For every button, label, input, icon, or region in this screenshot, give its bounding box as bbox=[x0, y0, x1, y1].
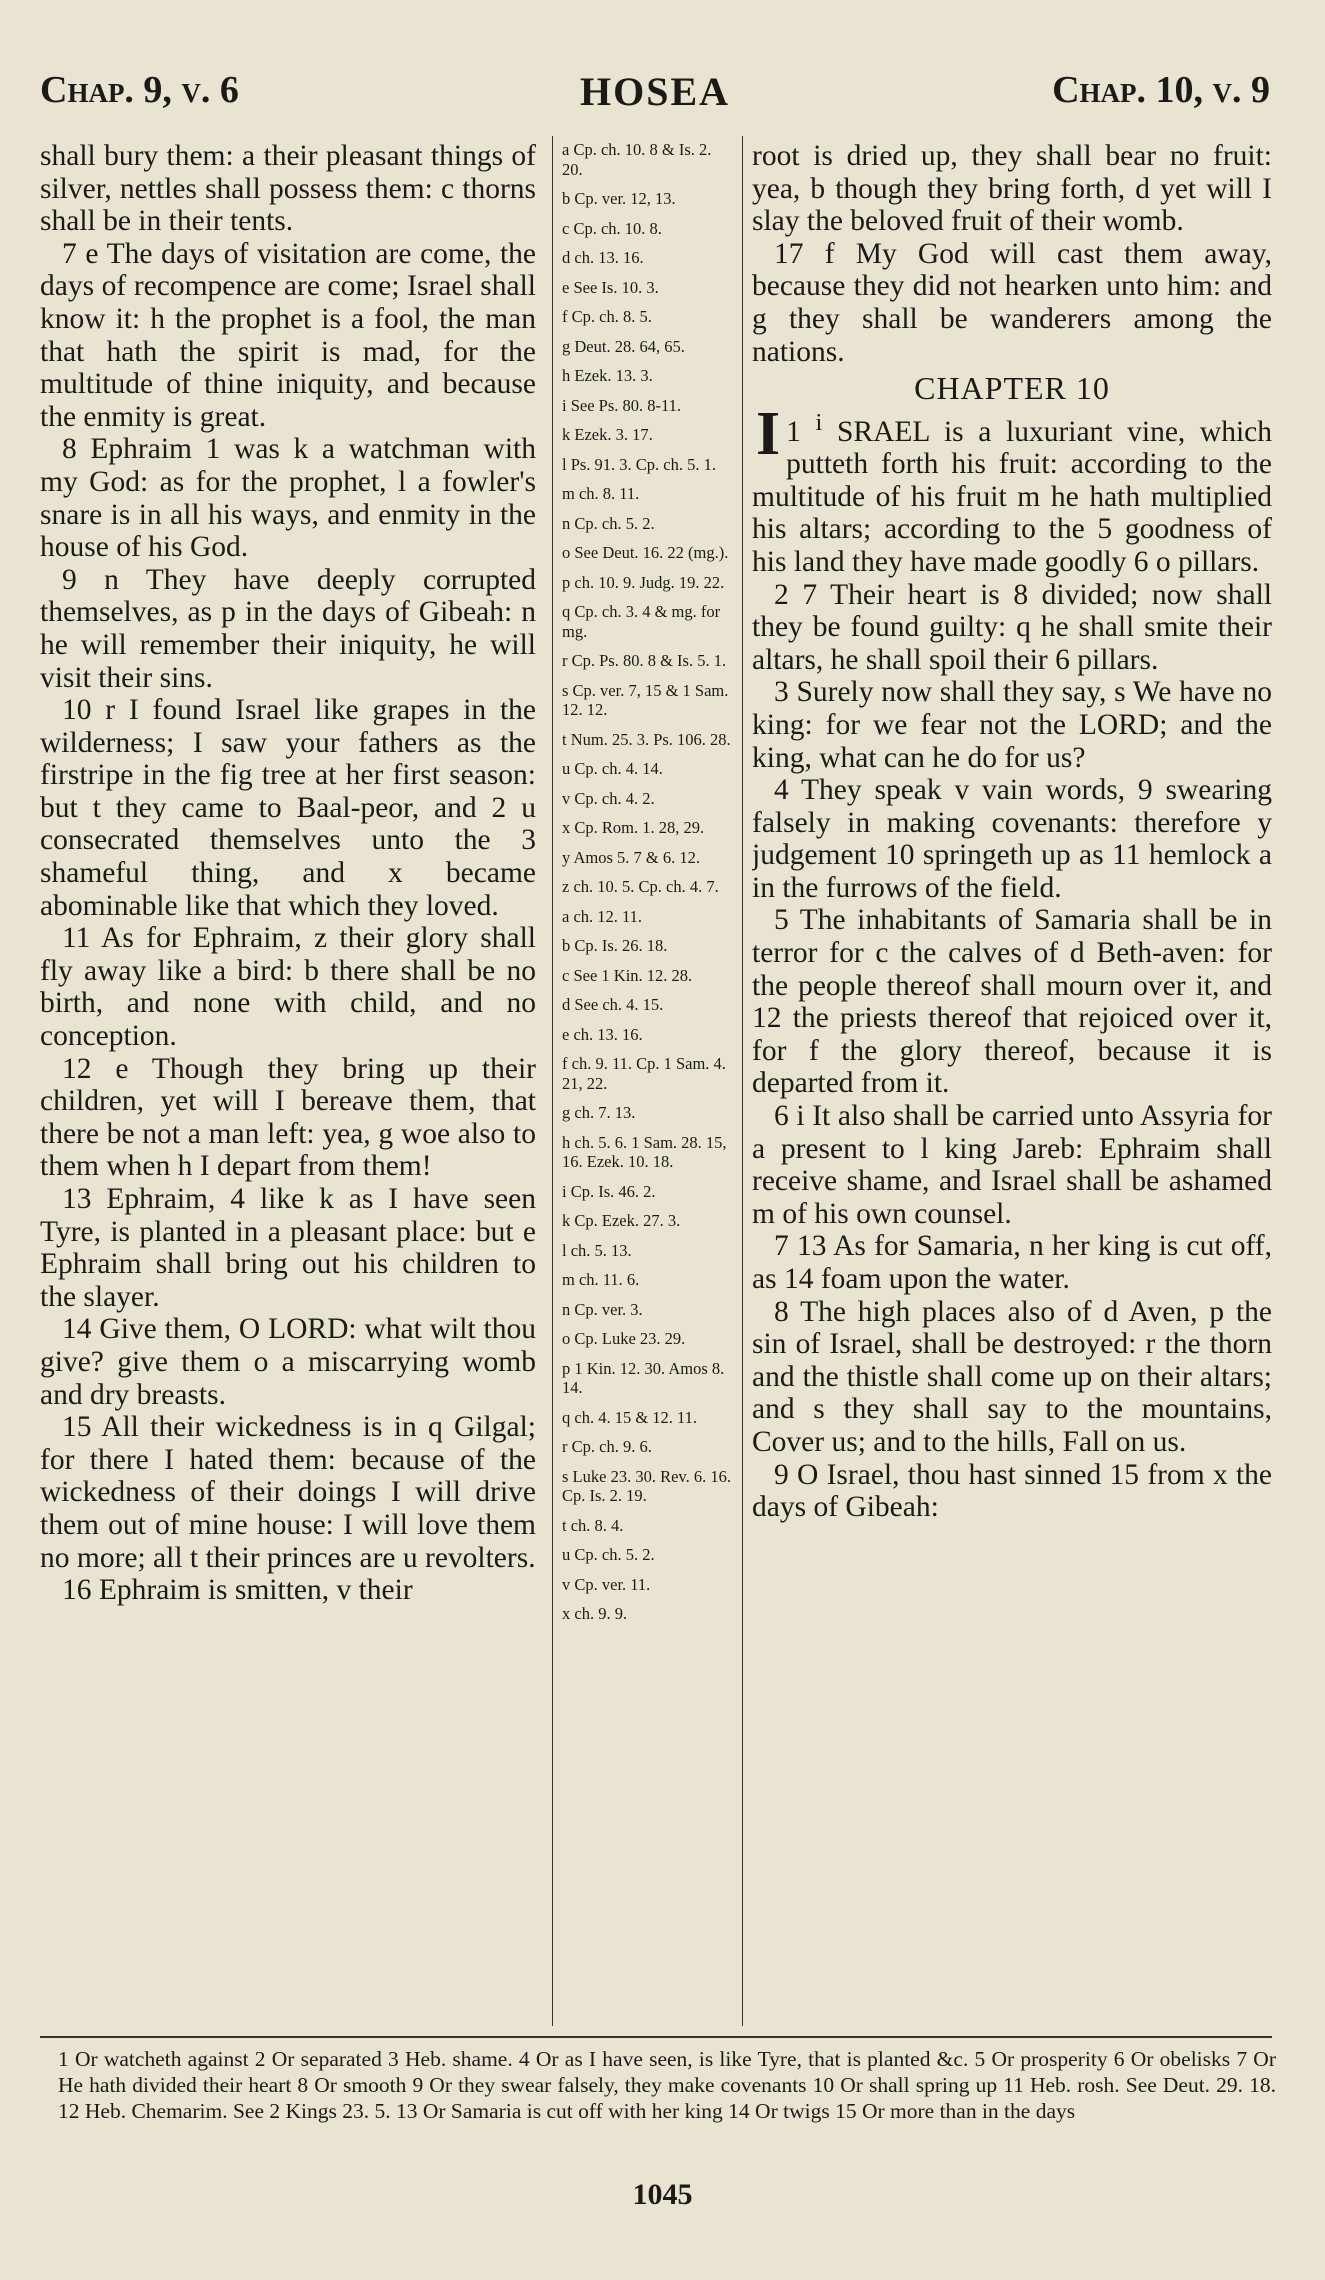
verse-paragraph: 7 13 As for Samaria, n her king is cut off, as 14 foam upon the water. bbox=[752, 1230, 1272, 1296]
cross-reference: q Cp. ch. 3. 4 & mg. for mg. bbox=[562, 602, 721, 641]
verse-paragraph: 9 O Israel, thou hast sinned 15 from x the days of Gibeah: bbox=[752, 1458, 1272, 1524]
cross-reference: y Amos 5. 7 & 6. 12. bbox=[562, 847, 700, 867]
cross-reference: i See Ps. 80. 8-11. bbox=[562, 395, 682, 415]
cross-reference: l Ps. 91. 3. Cp. ch. 5. 1. bbox=[562, 454, 717, 474]
verse-text: SRAEL is a luxuriant vine, which putteth forth his fruit: according to the multitude of his fruit m he hath multiplied his altars; according to the 5 goodness of his land they have made goodly 6 o pillars. bbox=[752, 415, 1272, 578]
verse-paragraph: 15 All their wickedness is in q Gilgal; for there I hated them: because of the wickedness of their doings I will drive them out of mine house: I will love them no more; all t their princes are u revolters. bbox=[40, 1411, 536, 1574]
cross-reference: o See Deut. 16. 22 (mg.). bbox=[562, 543, 729, 562]
verse-paragraph: shall bury them: a their pleasant things of silver, nettles shall possess them: c thorns shall be in their tents. bbox=[40, 140, 536, 238]
cross-reference: c Cp. ch. 10. 8. bbox=[562, 218, 662, 238]
cross-reference: f ch. 9. 11. Cp. 1 Sam. 4. 21, 22. bbox=[562, 1054, 726, 1093]
cross-reference: f Cp. ch. 8. 5. bbox=[562, 307, 652, 326]
cross-reference: m ch. 8. 11. bbox=[562, 484, 640, 503]
cross-reference: e See Is. 10. 3. bbox=[562, 277, 659, 297]
cross-reference: t Num. 25. 3. Ps. 106. 28. bbox=[562, 729, 731, 749]
verse-paragraph: 3 Surely now shall they say, s We have no king: for we fear not the LORD; and the king, what can he do for us? bbox=[752, 676, 1272, 774]
cross-reference: d See ch. 4. 15. bbox=[562, 995, 664, 1014]
footnotes: 1 Or watcheth against 2 Or separated 3 Heb. shame. 4 Or as I have seen, is like Tyre, that is planted &c. 5 Or prosperity 6 Or obelisks 7 Or He hath divided their heart 8 Or smooth 9 Or they swear falsely, they make covenants 10 Or shall spring up 11 Heb. rosh. See Deut. 29. 18. 12 Heb. Chemarim. See 2 Kings 23. 5. 13 Or Samaria is cut off with her king 14 Or twigs 15 Or more than in the days bbox=[58, 2047, 1276, 2123]
cross-reference: g ch. 7. 13. bbox=[562, 1103, 636, 1122]
verse-paragraph: root is dried up, they shall bear no fruit: yea, b though they bring forth, d yet will I slay the beloved fruit of their womb. bbox=[752, 140, 1272, 238]
verse-paragraph: 5 The inhabitants of Samaria shall be in terror for c the calves of d Beth-aven: for the people thereof shall mourn over it, and 12 the priests thereof that rejoiced over it, for f the glory thereof, because it is departed from it. bbox=[752, 904, 1272, 1100]
verse-paragraph: 7 e The days of visitation are come, the days of recompence are come; Israel shall know it: h the prophet is a fool, the man that hath the spirit is mad, for the multitude of thine iniquity, and because the enmity is great. bbox=[40, 237, 536, 433]
cross-reference: x ch. 9. 9. bbox=[562, 1604, 628, 1623]
cross-reference: h ch. 5. 6. 1 Sam. 28. 15, 16. Ezek. 10. 18. bbox=[562, 1132, 727, 1171]
cross-reference: r Cp. Ps. 80. 8 & Is. 5. 1. bbox=[562, 651, 727, 670]
verse-paragraph: 8 The high places also of d Aven, p the sin of Israel, shall be destroyed: r the thorn and the thistle shall come up on their altars; and s they shall say to the mountains, Cover us; and to the hills, Fall on us. bbox=[752, 1295, 1272, 1458]
verse-paragraph: 8 Ephraim 1 was k a watchman with my God: as for the prophet, l a fowler's snare is in all his ways, and enmity in the house of his God. bbox=[40, 433, 536, 564]
cross-reference: k Cp. Ezek. 27. 3. bbox=[562, 1211, 681, 1230]
cross-reference: h Ezek. 13. 3. bbox=[562, 366, 653, 385]
footnote-separator bbox=[40, 2036, 1272, 2038]
cross-reference-column bbox=[562, 140, 734, 2022]
cross-reference: b Cp. Is. 26. 18. bbox=[562, 936, 668, 955]
verse-number: 1 bbox=[786, 415, 801, 448]
cross-reference: a Cp. ch. 10. 8 & Is. 2. 20. bbox=[562, 140, 712, 179]
cross-reference: p ch. 10. 9. Judg. 19. 22. bbox=[562, 572, 725, 592]
verse-paragraph: 10 r I found Israel like grapes in the wilderness; I saw your fathers as the firstripe in the fig tree at her first season: but t they came to Baal-peor, and 2 u consecrated themselves unto the 3 shameful thing, and x became abominable like that which they loved. bbox=[40, 694, 536, 922]
cross-reference: n Cp. ver. 3. bbox=[562, 1299, 643, 1319]
header-book-title: HOSEA bbox=[579, 69, 731, 114]
cross-reference: i Cp. Is. 46. 2. bbox=[562, 1181, 656, 1201]
verse-paragraph: 17 f My God will cast them away, because they did not hearken unto him: and g they shall be wanderers among the nations. bbox=[752, 237, 1272, 368]
drop-cap-letter: I bbox=[756, 399, 781, 468]
cross-reference: d ch. 13. 16. bbox=[562, 248, 644, 267]
cross-reference: z ch. 10. 5. Cp. ch. 4. 7. bbox=[562, 877, 719, 896]
cross-reference: r Cp. ch. 9. 6. bbox=[562, 1437, 652, 1456]
cross-reference: s Cp. ver. 7, 15 & 1 Sam. 12. 12. bbox=[562, 680, 729, 719]
cross-reference: l ch. 5. 13. bbox=[562, 1240, 632, 1260]
verse-paragraph: 16 Ephraim is smitten, v their bbox=[62, 1574, 413, 1607]
cross-reference: q ch. 4. 15 & 12. 11. bbox=[562, 1407, 698, 1427]
cross-reference: n Cp. ch. 5. 2. bbox=[562, 513, 655, 533]
cross-reference: o Cp. Luke 23. 29. bbox=[562, 1329, 686, 1348]
cross-reference: t ch. 8. 4. bbox=[562, 1515, 624, 1535]
verse-paragraph: 2 7 Their heart is 8 divided; now shall they be found guilty: q he shall smite their altars, he shall spoil their 6 pillars. bbox=[752, 578, 1272, 676]
left-text-column bbox=[40, 140, 536, 2022]
verse-paragraph: 11 As for Ephraim, z their glory shall fly away like a bird: b there shall be no birth, and none with child, and no conception. bbox=[40, 922, 536, 1053]
cross-reference: v Cp. ver. 11. bbox=[562, 1574, 651, 1594]
cross-reference: c See 1 Kin. 12. 28. bbox=[562, 965, 693, 985]
verse-paragraph: 14 Give them, O LORD: what wilt thou give? give them o a miscarrying womb and dry breasts. bbox=[40, 1313, 536, 1411]
header-chapter-start: Chap. 9, v. 6 bbox=[40, 69, 239, 111]
cross-reference: u Cp. ch. 5. 2. bbox=[562, 1545, 655, 1564]
reference-marker: i bbox=[815, 408, 823, 436]
cross-reference: p 1 Kin. 12. 30. Amos 8. 14. bbox=[562, 1358, 725, 1397]
cross-reference: u Cp. ch. 4. 14. bbox=[562, 759, 663, 778]
verse-paragraph: 6 i It also shall be carried unto Assyria for a present to l king Jareb: Ephraim shall receive shame, and Israel shall be ashamed m of his own counsel. bbox=[752, 1100, 1272, 1230]
cross-reference: e ch. 13. 16. bbox=[562, 1024, 643, 1044]
verse-paragraph: 12 e Though they bring up their children, yet will I bereave them, that there be not a man left: yea, g woe also to them when h I depart from them! bbox=[40, 1052, 536, 1183]
cross-reference: k Ezek. 3. 17. bbox=[562, 425, 653, 444]
verse-paragraph: 9 n They have deeply corrupted themselves, as p in the days of Gibeah: n he will remember their iniquity, he will visit their sins. bbox=[40, 563, 536, 694]
verse-paragraph: 4 They speak v vain words, 9 swearing falsely in making covenants: therefore y judgement 10 springeth up as 11 hemlock a in the furrows of the field. bbox=[752, 774, 1272, 904]
cross-reference: s Luke 23. 30. Rev. 6. 16. Cp. Is. 2. 19. bbox=[562, 1466, 731, 1505]
cross-reference: g Deut. 28. 64, 65. bbox=[562, 336, 685, 356]
header-chapter-end: Chap. 10, v. 9 bbox=[1052, 69, 1270, 111]
cross-reference: b Cp. ver. 12, 13. bbox=[562, 189, 676, 208]
cross-reference: m ch. 11. 6. bbox=[562, 1270, 640, 1289]
right-text-column bbox=[752, 140, 1272, 2022]
verse-paragraph-chapter-opening bbox=[752, 399, 1272, 579]
page-number: 1045 bbox=[632, 2178, 693, 2211]
cross-reference: a ch. 12. 11. bbox=[562, 906, 643, 926]
cross-reference: x Cp. Rom. 1. 28, 29. bbox=[562, 818, 705, 837]
running-header bbox=[40, 68, 1270, 128]
verse-paragraph: 13 Ephraim, 4 like k as I have seen Tyre, is planted in a pleasant place: but e Ephraim shall bring out his children to the slayer. bbox=[40, 1183, 536, 1313]
column-divider-right bbox=[742, 136, 743, 2026]
chapter-heading: CHAPTER 10 bbox=[914, 370, 1110, 407]
cross-reference: v Cp. ch. 4. 2. bbox=[562, 788, 655, 808]
column-divider-left bbox=[552, 136, 553, 2026]
